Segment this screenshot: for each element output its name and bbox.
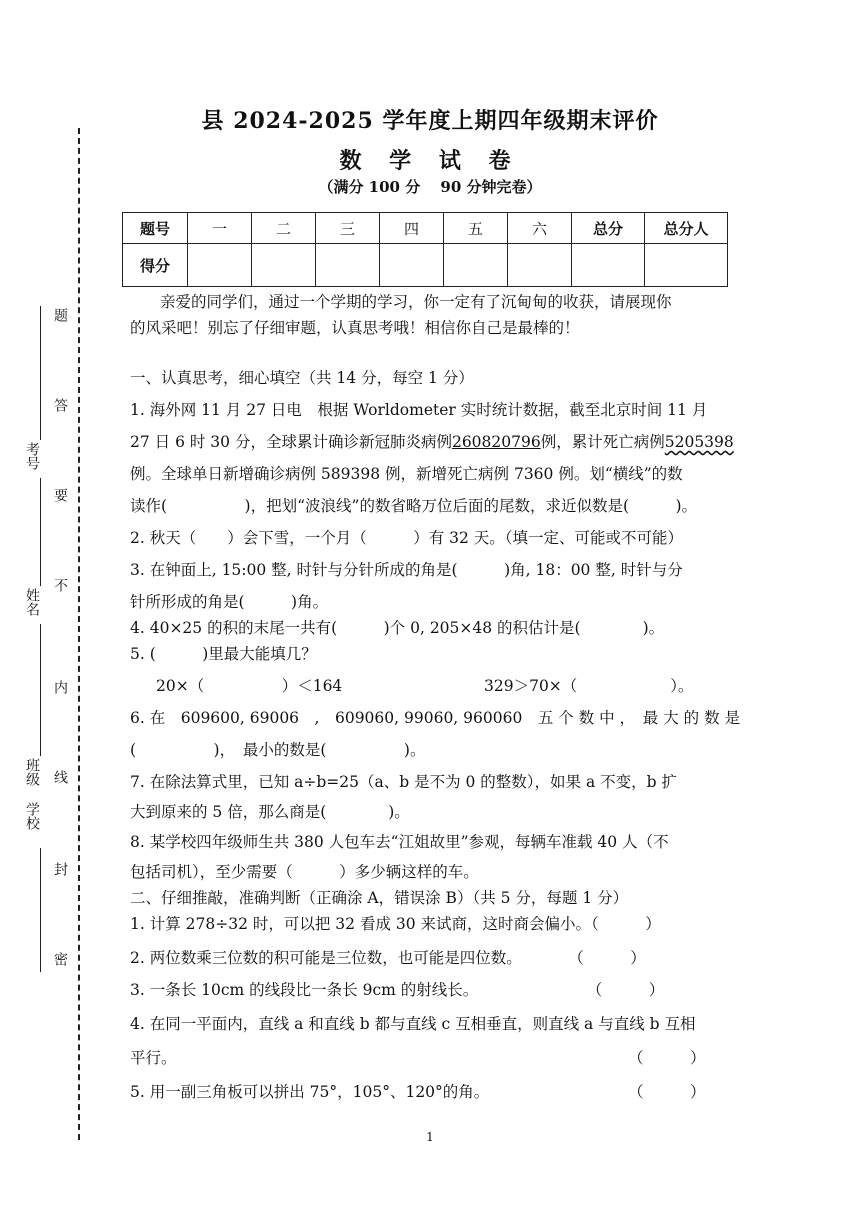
judge-q1: 1. 计算 278÷32 时，可以把 32 看成 30 来试商，这时商会偏小。（ ） (130, 915, 661, 933)
q7-line-1: 7. 在除法算式里，已知 a÷b=25（a、b 是不为 0 的整数），如果 a 不变，b 扩 (130, 773, 678, 791)
intro-line-2: 的风采吧！别忘了仔细审题，认真思考哦！相信你自己是最棒的！ (130, 319, 580, 337)
q1-line-4: 读作( )，把划“波浪线”的数省略万位后面的尾数，求近似数是( )。 (130, 497, 698, 515)
score-cell[interactable] (508, 244, 572, 287)
intro-line-1: 亲爱的同学们，通过一个学期的学习，你一定有了沉甸甸的收获，请展现你 (160, 293, 672, 311)
header-cell: 三 (316, 213, 380, 244)
field-exam-number-line[interactable] (40, 306, 41, 440)
q8-line-2: 包括司机），至少需要（ ）多少辆这样的车。 (130, 863, 479, 881)
q5-line-1: 5. ( )里最大能填几？ (130, 645, 317, 663)
field-class-label: 班级 (24, 758, 40, 786)
q1-text-a: 27 日 6 时 30 分，全球累计确诊新冠肺炎病例 (130, 433, 452, 451)
judge-q5: 5. 用一副三角板可以拼出 75°，105°、120°的角。 (130, 1083, 490, 1101)
field-exam-number-label: 考号 (24, 442, 40, 470)
field-class-line[interactable] (40, 624, 41, 756)
score-cell[interactable] (188, 244, 252, 287)
score-cell[interactable] (645, 244, 728, 287)
q7-line-2: 大到原来的 5 倍，那么商是( )。 (130, 803, 410, 821)
underlined-number: 260820796 (451, 433, 541, 451)
score-cell[interactable] (316, 244, 380, 287)
score-cell[interactable] (572, 244, 645, 287)
q6-line-2: ( )， 最小的数是( )。 (130, 741, 426, 759)
q3-line-2: 针所形成的角是( )角。 (130, 593, 329, 611)
section2-heading: 二、仔细推敲，准确判断（正确涂 A，错误涂 B）（共 5 分，每题 1 分） (130, 889, 629, 907)
seal-char-1: 题 (52, 308, 68, 322)
judge-q2: 2. 两位数乘三位数的积可能是三位数，也可能是四位数。 （ ） (130, 949, 646, 967)
field-school-label: 学校 (24, 802, 40, 830)
q5-part-b: 329＞70×（ ）。 (484, 677, 694, 695)
q1-line-1: 1. 海外网 11 月 27 日电 根据 Worldometer 实时统计数据，截至北京时间 11 月 (130, 401, 708, 419)
seal-char-3: 要 (52, 488, 68, 502)
q3-line-1: 3. 在钟面上, 15:00 整, 时针与分针所成的角是( )角, 18：00 整, 时针与分 (130, 561, 683, 579)
header-cell: 六 (508, 213, 572, 244)
page-number: 1 (426, 1130, 434, 1144)
judge-q5-paren: （ ） (628, 1083, 706, 1101)
seal-char-6: 线 (52, 770, 68, 784)
header-cell: 一 (188, 213, 252, 244)
header-cell: 题号 (123, 213, 188, 244)
q2-line: 2. 秋天（ ）会下雪，一个月（ ）有 32 天。（填一定、可能或不可能） (130, 529, 684, 547)
judge-q3: 3. 一条长 10cm 的线段比一条长 9cm 的射线长。 （ ） (130, 981, 665, 999)
field-name-line[interactable] (40, 478, 41, 586)
field-name-label: 姓名 (24, 588, 40, 616)
score-table-score-row (123, 244, 728, 287)
score-table (122, 212, 728, 287)
q5-part-a: 20×（ ）＜164 (156, 677, 343, 695)
q4-line: 4. 40×25 的积的末尾一共有( )个 0, 205×48 的积估计是( )。 (130, 619, 665, 637)
q1-line-2 (130, 430, 734, 452)
judge-q4-line-1: 4. 在同一平面内，直线 a 和直线 b 都与直线 c 互相垂直，则直线 a 与直线 b 互相 (130, 1015, 696, 1033)
header-cell: 总分人 (645, 213, 728, 244)
header-cell: 总分 (572, 213, 645, 244)
q1-line-3: 例。全球单日新增确诊病例 589398 例，新增死亡病例 7360 例。划“横线”的数 (130, 465, 683, 483)
score-cell[interactable] (380, 244, 444, 287)
score-table-header-row (123, 213, 728, 244)
seal-char-7: 封 (52, 862, 68, 876)
judge-q4-line-2: 平行。 (130, 1049, 177, 1067)
section1-heading: 一、认真思考，细心填空（共 14 分，每空 1 分） (130, 369, 474, 387)
seal-char-8: 密 (52, 952, 68, 966)
header-cell: 四 (380, 213, 444, 244)
row-label: 得分 (123, 244, 188, 287)
exam-subtitle: 数 学 试 卷 (339, 148, 521, 174)
q8-line-1: 8. 某学校四年级师生共 380 人包车去“江姐故里”参观，每辆车准载 40 人（不 (130, 833, 669, 851)
q6-line-1: 6. 在 609600, 69006 , 609060, 99060, 960060 五 个 数 中 ， 最 大 的 数 是 (130, 709, 740, 727)
exam-info: （满分 100 分 90 分钟完卷） (318, 178, 542, 196)
seal-char-2: 答 (52, 398, 68, 412)
seal-char-4: 不 (52, 578, 68, 592)
field-school-line[interactable] (40, 848, 41, 972)
judge-q4-paren: （ ） (628, 1049, 706, 1067)
header-cell: 五 (444, 213, 508, 244)
binding-dashed-line (78, 128, 80, 1140)
q1-text-b: 例，累计死亡病例 (540, 433, 665, 451)
header-cell: 二 (252, 213, 316, 244)
seal-char-5: 内 (52, 680, 68, 694)
score-cell[interactable] (252, 244, 316, 287)
score-cell[interactable] (444, 244, 508, 287)
wavy-number: 5205398 (664, 433, 734, 451)
exam-title: 县 2024-2025 学年度上期四年级期末评价 (201, 108, 659, 134)
